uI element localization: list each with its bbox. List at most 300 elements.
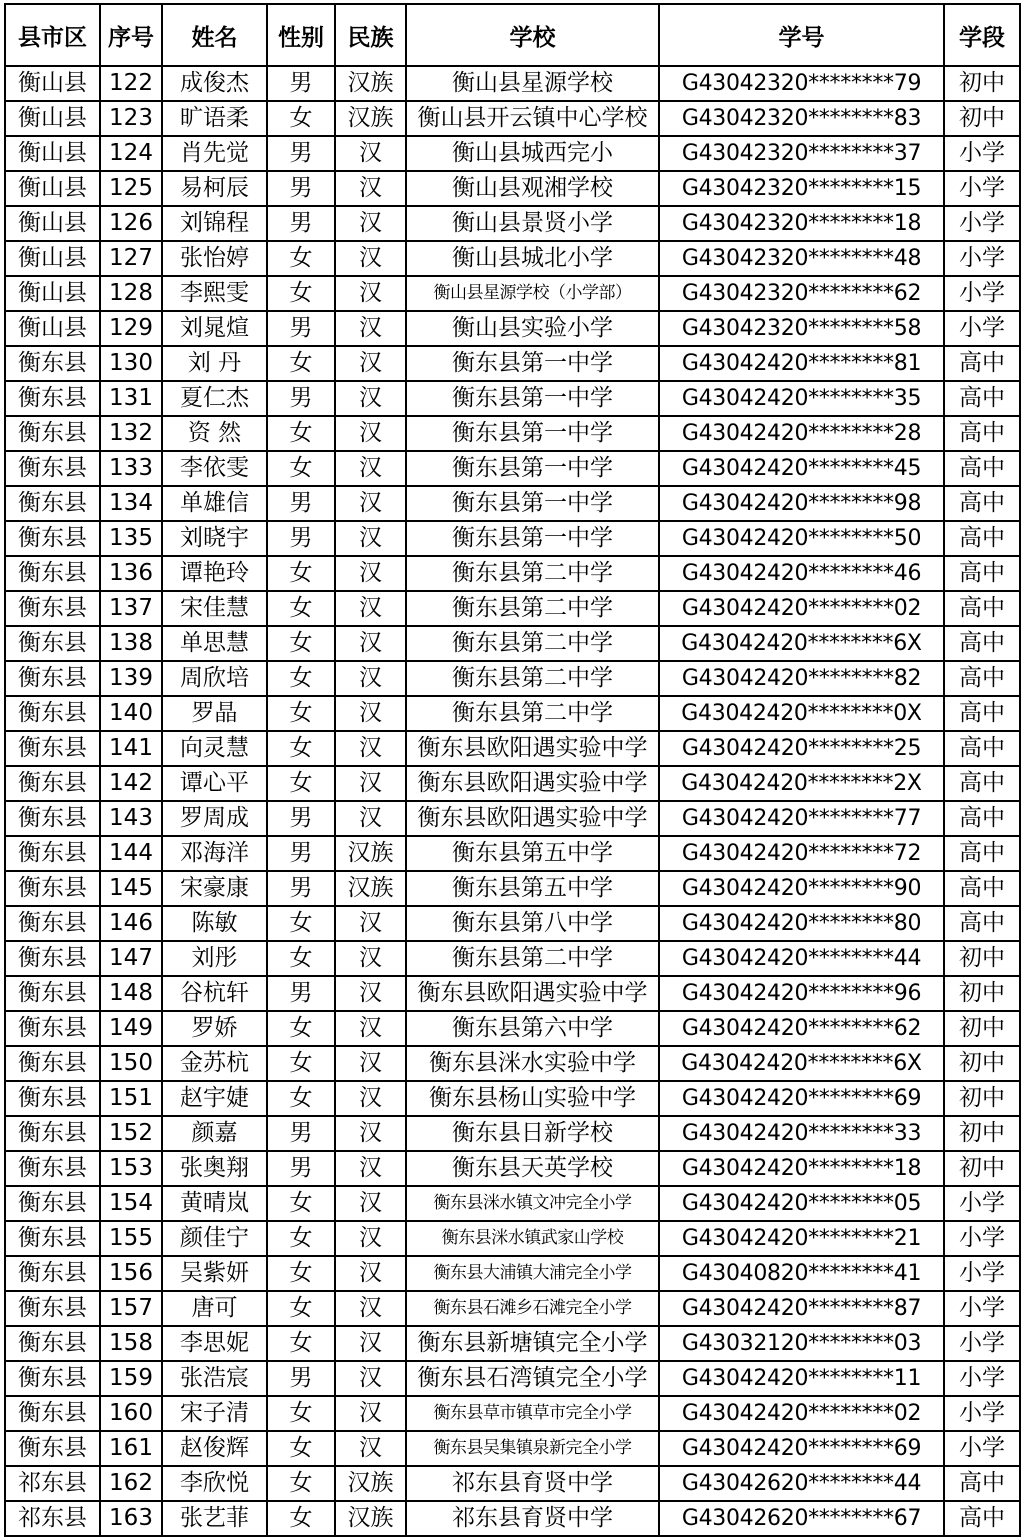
county-cell: 衡东县	[5, 626, 100, 661]
table-row	[5, 1151, 1020, 1186]
name-cell: 张怡婷	[162, 241, 267, 276]
county-cell: 衡东县	[5, 521, 100, 556]
seq-cell: 151	[100, 1081, 162, 1116]
student-id-cell: G43042620********67	[659, 1501, 944, 1536]
stage-cell: 高中	[944, 451, 1020, 486]
gender-cell: 女	[267, 661, 335, 696]
county-cell: 衡东县	[5, 766, 100, 801]
name-cell: 李熙雯	[162, 276, 267, 311]
ethnicity-cell: 汉	[335, 241, 406, 276]
student-id-cell: G43042420********98	[659, 486, 944, 521]
school-cell: 衡东县第二中学	[406, 941, 659, 976]
stage-cell: 初中	[944, 1081, 1020, 1116]
table-row	[5, 696, 1020, 731]
ethnicity-cell: 汉	[335, 1396, 406, 1431]
ethnicity-cell: 汉	[335, 1081, 406, 1116]
school-cell: 衡东县石滩乡石滩完全小学	[406, 1291, 659, 1326]
student-id-cell: G43042420********72	[659, 836, 944, 871]
seq-cell: 137	[100, 591, 162, 626]
gender-cell: 女	[267, 766, 335, 801]
school-cell: 衡山县星源学校	[406, 66, 659, 101]
table-row	[5, 941, 1020, 976]
gender-cell: 女	[267, 1466, 335, 1501]
name-cell: 刘彤	[162, 941, 267, 976]
ethnicity-cell: 汉	[335, 1151, 406, 1186]
seq-cell: 155	[100, 1221, 162, 1256]
county-cell: 衡东县	[5, 591, 100, 626]
gender-cell: 女	[267, 1291, 335, 1326]
student-id-cell: G43032120********03	[659, 1326, 944, 1361]
school-cell: 衡东县欧阳遇实验中学	[406, 731, 659, 766]
stage-cell: 高中	[944, 521, 1020, 556]
school-cell: 衡东县洣水实验中学	[406, 1046, 659, 1081]
seq-cell: 139	[100, 661, 162, 696]
school-cell: 衡东县第二中学	[406, 661, 659, 696]
school-cell: 衡东县第一中学	[406, 416, 659, 451]
seq-cell: 157	[100, 1291, 162, 1326]
stage-cell: 小学	[944, 1221, 1020, 1256]
seq-cell: 138	[100, 626, 162, 661]
table-row	[5, 1186, 1020, 1221]
table-row	[5, 1361, 1020, 1396]
ethnicity-cell: 汉	[335, 731, 406, 766]
stage-cell: 高中	[944, 1501, 1020, 1536]
gender-cell: 男	[267, 311, 335, 346]
gender-cell: 女	[267, 451, 335, 486]
header-stage: 学段	[944, 4, 1020, 66]
county-cell: 衡东县	[5, 1396, 100, 1431]
student-id-cell: G43042420********69	[659, 1431, 944, 1466]
name-cell: 易柯辰	[162, 171, 267, 206]
seq-cell: 162	[100, 1466, 162, 1501]
name-cell: 陈敏	[162, 906, 267, 941]
school-cell: 祁东县育贤中学	[406, 1501, 659, 1536]
name-cell: 成俊杰	[162, 66, 267, 101]
table-row	[5, 136, 1020, 171]
stage-cell: 初中	[944, 66, 1020, 101]
table-row	[5, 836, 1020, 871]
name-cell: 金苏杭	[162, 1046, 267, 1081]
seq-cell: 145	[100, 871, 162, 906]
ethnicity-cell: 汉	[335, 171, 406, 206]
student-id-cell: G43042420********69	[659, 1081, 944, 1116]
school-cell: 衡东县欧阳遇实验中学	[406, 801, 659, 836]
table-row	[5, 1291, 1020, 1326]
name-cell: 张艺菲	[162, 1501, 267, 1536]
name-cell: 旷语柔	[162, 101, 267, 136]
seq-cell: 135	[100, 521, 162, 556]
gender-cell: 男	[267, 206, 335, 241]
ethnicity-cell: 汉	[335, 311, 406, 346]
county-cell: 衡东县	[5, 1431, 100, 1466]
gender-cell: 女	[267, 241, 335, 276]
name-cell: 刘 丹	[162, 346, 267, 381]
stage-cell: 高中	[944, 626, 1020, 661]
county-cell: 衡东县	[5, 451, 100, 486]
seq-cell: 124	[100, 136, 162, 171]
name-cell: 颜佳宁	[162, 1221, 267, 1256]
stage-cell: 高中	[944, 836, 1020, 871]
name-cell: 赵宇婕	[162, 1081, 267, 1116]
table-row	[5, 766, 1020, 801]
school-cell: 衡东县新塘镇完全小学	[406, 1326, 659, 1361]
student-id-cell: G43042420********45	[659, 451, 944, 486]
stage-cell: 高中	[944, 381, 1020, 416]
county-cell: 衡东县	[5, 1291, 100, 1326]
seq-cell: 123	[100, 101, 162, 136]
county-cell: 衡东县	[5, 1046, 100, 1081]
ethnicity-cell: 汉	[335, 346, 406, 381]
county-cell: 衡东县	[5, 696, 100, 731]
stage-cell: 高中	[944, 416, 1020, 451]
stage-cell: 高中	[944, 801, 1020, 836]
county-cell: 衡东县	[5, 976, 100, 1011]
gender-cell: 女	[267, 1396, 335, 1431]
name-cell: 单雄信	[162, 486, 267, 521]
student-id-cell: G43042620********44	[659, 1466, 944, 1501]
seq-cell: 152	[100, 1116, 162, 1151]
student-id-cell: G43042420********80	[659, 906, 944, 941]
stage-cell: 高中	[944, 346, 1020, 381]
seq-cell: 134	[100, 486, 162, 521]
county-cell: 衡东县	[5, 871, 100, 906]
ethnicity-cell: 汉	[335, 486, 406, 521]
ethnicity-cell: 汉	[335, 626, 406, 661]
student-id-cell: G43042420********96	[659, 976, 944, 1011]
county-cell: 衡东县	[5, 381, 100, 416]
ethnicity-cell: 汉	[335, 1256, 406, 1291]
ethnicity-cell: 汉	[335, 1431, 406, 1466]
table-row	[5, 1431, 1020, 1466]
gender-cell: 男	[267, 1361, 335, 1396]
seq-cell: 133	[100, 451, 162, 486]
ethnicity-cell: 汉族	[335, 1466, 406, 1501]
name-cell: 李思妮	[162, 1326, 267, 1361]
student-id-cell: G43042420********02	[659, 1396, 944, 1431]
county-cell: 衡东县	[5, 1221, 100, 1256]
student-id-cell: G43042420********25	[659, 731, 944, 766]
table-row	[5, 451, 1020, 486]
gender-cell: 女	[267, 1256, 335, 1291]
header-ethnicity: 民族	[335, 4, 406, 66]
seq-cell: 156	[100, 1256, 162, 1291]
stage-cell: 高中	[944, 1466, 1020, 1501]
county-cell: 衡东县	[5, 416, 100, 451]
name-cell: 赵俊辉	[162, 1431, 267, 1466]
table-row	[5, 416, 1020, 451]
stage-cell: 高中	[944, 766, 1020, 801]
ethnicity-cell: 汉	[335, 766, 406, 801]
table-row	[5, 311, 1020, 346]
stage-cell: 小学	[944, 1431, 1020, 1466]
ethnicity-cell: 汉	[335, 941, 406, 976]
gender-cell: 女	[267, 941, 335, 976]
name-cell: 刘晓宇	[162, 521, 267, 556]
table-row	[5, 1081, 1020, 1116]
county-cell: 衡东县	[5, 1256, 100, 1291]
gender-cell: 女	[267, 1501, 335, 1536]
school-cell: 衡东县第二中学	[406, 626, 659, 661]
document-page	[4, 3, 1021, 1537]
school-cell: 衡东县第一中学	[406, 521, 659, 556]
seq-cell: 143	[100, 801, 162, 836]
student-id-cell: G43042320********58	[659, 311, 944, 346]
gender-cell: 女	[267, 1011, 335, 1046]
county-cell: 祁东县	[5, 1501, 100, 1536]
school-cell: 衡东县日新学校	[406, 1116, 659, 1151]
table-row	[5, 871, 1020, 906]
gender-cell: 女	[267, 906, 335, 941]
gender-cell: 男	[267, 381, 335, 416]
gender-cell: 男	[267, 486, 335, 521]
school-cell: 衡东县第六中学	[406, 1011, 659, 1046]
gender-cell: 男	[267, 1116, 335, 1151]
name-cell: 罗周成	[162, 801, 267, 836]
gender-cell: 女	[267, 1326, 335, 1361]
table-row	[5, 731, 1020, 766]
seq-cell: 141	[100, 731, 162, 766]
ethnicity-cell: 汉族	[335, 66, 406, 101]
ethnicity-cell: 汉	[335, 451, 406, 486]
student-id-cell: G43042420********50	[659, 521, 944, 556]
stage-cell: 高中	[944, 556, 1020, 591]
ethnicity-cell: 汉	[335, 1361, 406, 1396]
stage-cell: 高中	[944, 661, 1020, 696]
county-cell: 衡山县	[5, 276, 100, 311]
ethnicity-cell: 汉	[335, 206, 406, 241]
ethnicity-cell: 汉族	[335, 836, 406, 871]
school-cell: 衡山县星源学校（小学部）	[406, 276, 659, 311]
county-cell: 祁东县	[5, 1466, 100, 1501]
gender-cell: 男	[267, 801, 335, 836]
gender-cell: 男	[267, 521, 335, 556]
county-cell: 衡山县	[5, 66, 100, 101]
ethnicity-cell: 汉	[335, 906, 406, 941]
ethnicity-cell: 汉	[335, 696, 406, 731]
stage-cell: 小学	[944, 1256, 1020, 1291]
table-row	[5, 381, 1020, 416]
table-row	[5, 101, 1020, 136]
table-row	[5, 1256, 1020, 1291]
stage-cell: 小学	[944, 276, 1020, 311]
school-cell: 衡东县洣水镇文冲完全小学	[406, 1186, 659, 1221]
school-cell: 衡东县吴集镇泉新完全小学	[406, 1431, 659, 1466]
name-cell: 张奥翔	[162, 1151, 267, 1186]
table-row	[5, 276, 1020, 311]
school-cell: 衡山县城西完小	[406, 136, 659, 171]
name-cell: 周欣培	[162, 661, 267, 696]
stage-cell: 小学	[944, 311, 1020, 346]
seq-cell: 125	[100, 171, 162, 206]
table-row	[5, 206, 1020, 241]
county-cell: 衡东县	[5, 906, 100, 941]
table-row	[5, 661, 1020, 696]
stage-cell: 初中	[944, 976, 1020, 1011]
gender-cell: 女	[267, 101, 335, 136]
gender-cell: 女	[267, 626, 335, 661]
county-cell: 衡东县	[5, 556, 100, 591]
school-cell: 衡东县欧阳遇实验中学	[406, 976, 659, 1011]
ethnicity-cell: 汉	[335, 521, 406, 556]
student-id-cell: G43042420********2X	[659, 766, 944, 801]
county-cell: 衡山县	[5, 101, 100, 136]
table-row	[5, 976, 1020, 1011]
seq-cell: 126	[100, 206, 162, 241]
header-gender: 性别	[267, 4, 335, 66]
ethnicity-cell: 汉	[335, 1291, 406, 1326]
county-cell: 衡东县	[5, 731, 100, 766]
county-cell: 衡山县	[5, 311, 100, 346]
seq-cell: 158	[100, 1326, 162, 1361]
school-cell: 衡东县第二中学	[406, 556, 659, 591]
county-cell: 衡山县	[5, 206, 100, 241]
header-row	[5, 4, 1020, 66]
table-row	[5, 521, 1020, 556]
name-cell: 颜嘉	[162, 1116, 267, 1151]
gender-cell: 女	[267, 1081, 335, 1116]
table-row	[5, 66, 1020, 101]
student-id-cell: G43042320********18	[659, 206, 944, 241]
ethnicity-cell: 汉	[335, 976, 406, 1011]
table-row	[5, 241, 1020, 276]
seq-cell: 131	[100, 381, 162, 416]
name-cell: 夏仁杰	[162, 381, 267, 416]
name-cell: 单思慧	[162, 626, 267, 661]
stage-cell: 初中	[944, 1011, 1020, 1046]
ethnicity-cell: 汉	[335, 1046, 406, 1081]
name-cell: 罗晶	[162, 696, 267, 731]
table-row	[5, 1466, 1020, 1501]
stage-cell: 高中	[944, 906, 1020, 941]
stage-cell: 小学	[944, 1186, 1020, 1221]
header-county: 县市区	[5, 4, 100, 66]
gender-cell: 男	[267, 66, 335, 101]
table-row	[5, 626, 1020, 661]
student-id-cell: G43042420********18	[659, 1151, 944, 1186]
school-cell: 衡山县观湘学校	[406, 171, 659, 206]
seq-cell: 159	[100, 1361, 162, 1396]
seq-cell: 122	[100, 66, 162, 101]
county-cell: 衡东县	[5, 1326, 100, 1361]
stage-cell: 初中	[944, 1046, 1020, 1081]
table-row	[5, 1046, 1020, 1081]
name-cell: 李欣悦	[162, 1466, 267, 1501]
table-row	[5, 1501, 1020, 1536]
table-row	[5, 1116, 1020, 1151]
seq-cell: 146	[100, 906, 162, 941]
table-row	[5, 171, 1020, 206]
table-row	[5, 556, 1020, 591]
gender-cell: 男	[267, 871, 335, 906]
school-cell: 衡山县开云镇中心学校	[406, 101, 659, 136]
stage-cell: 小学	[944, 1291, 1020, 1326]
school-cell: 衡东县石湾镇完全小学	[406, 1361, 659, 1396]
seq-cell: 163	[100, 1501, 162, 1536]
student-id-cell: G43042420********90	[659, 871, 944, 906]
stage-cell: 小学	[944, 1326, 1020, 1361]
seq-cell: 144	[100, 836, 162, 871]
school-cell: 衡东县洣水镇武家山学校	[406, 1221, 659, 1256]
header-name: 姓名	[162, 4, 267, 66]
ethnicity-cell: 汉	[335, 1011, 406, 1046]
county-cell: 衡东县	[5, 1361, 100, 1396]
school-cell: 衡东县草市镇草市完全小学	[406, 1396, 659, 1431]
stage-cell: 小学	[944, 206, 1020, 241]
gender-cell: 女	[267, 416, 335, 451]
county-cell: 衡东县	[5, 1116, 100, 1151]
table-row	[5, 906, 1020, 941]
school-cell: 衡山县景贤小学	[406, 206, 659, 241]
header-school: 学校	[406, 4, 659, 66]
student-id-cell: G43042420********0X	[659, 696, 944, 731]
seq-cell: 140	[100, 696, 162, 731]
county-cell: 衡山县	[5, 136, 100, 171]
student-id-cell: G43042320********79	[659, 66, 944, 101]
seq-cell: 153	[100, 1151, 162, 1186]
gender-cell: 男	[267, 836, 335, 871]
school-cell: 衡东县第一中学	[406, 381, 659, 416]
gender-cell: 女	[267, 1431, 335, 1466]
county-cell: 衡东县	[5, 1011, 100, 1046]
gender-cell: 女	[267, 731, 335, 766]
student-id-cell: G43042420********77	[659, 801, 944, 836]
header-student-id: 学号	[659, 4, 944, 66]
stage-cell: 高中	[944, 871, 1020, 906]
stage-cell: 高中	[944, 696, 1020, 731]
county-cell: 衡东县	[5, 801, 100, 836]
seq-cell: 148	[100, 976, 162, 1011]
gender-cell: 男	[267, 1151, 335, 1186]
school-cell: 衡山县城北小学	[406, 241, 659, 276]
student-id-cell: G43042420********21	[659, 1221, 944, 1256]
student-id-cell: G43042420********33	[659, 1116, 944, 1151]
student-id-cell: G43042420********44	[659, 941, 944, 976]
student-id-cell: G43042420********35	[659, 381, 944, 416]
student-id-cell: G43042420********46	[659, 556, 944, 591]
stage-cell: 小学	[944, 171, 1020, 206]
county-cell: 衡东县	[5, 836, 100, 871]
gender-cell: 女	[267, 346, 335, 381]
gender-cell: 男	[267, 171, 335, 206]
name-cell: 张浩宸	[162, 1361, 267, 1396]
seq-cell: 160	[100, 1396, 162, 1431]
ethnicity-cell: 汉	[335, 801, 406, 836]
county-cell: 衡东县	[5, 941, 100, 976]
school-cell: 衡东县第五中学	[406, 871, 659, 906]
school-cell: 衡东县欧阳遇实验中学	[406, 766, 659, 801]
seq-cell: 161	[100, 1431, 162, 1466]
student-id-cell: G43042420********6X	[659, 626, 944, 661]
county-cell: 衡东县	[5, 1081, 100, 1116]
table-row	[5, 486, 1020, 521]
name-cell: 唐可	[162, 1291, 267, 1326]
county-cell: 衡东县	[5, 661, 100, 696]
ethnicity-cell: 汉	[335, 276, 406, 311]
seq-cell: 132	[100, 416, 162, 451]
student-id-cell: G43042420********11	[659, 1361, 944, 1396]
stage-cell: 初中	[944, 101, 1020, 136]
school-cell: 衡东县天英学校	[406, 1151, 659, 1186]
county-cell: 衡东县	[5, 346, 100, 381]
student-id-cell: G43042420********87	[659, 1291, 944, 1326]
name-cell: 邓海洋	[162, 836, 267, 871]
table-row	[5, 1326, 1020, 1361]
table-row	[5, 801, 1020, 836]
student-id-cell: G43042420********05	[659, 1186, 944, 1221]
county-cell: 衡东县	[5, 1186, 100, 1221]
gender-cell: 女	[267, 591, 335, 626]
seq-cell: 127	[100, 241, 162, 276]
